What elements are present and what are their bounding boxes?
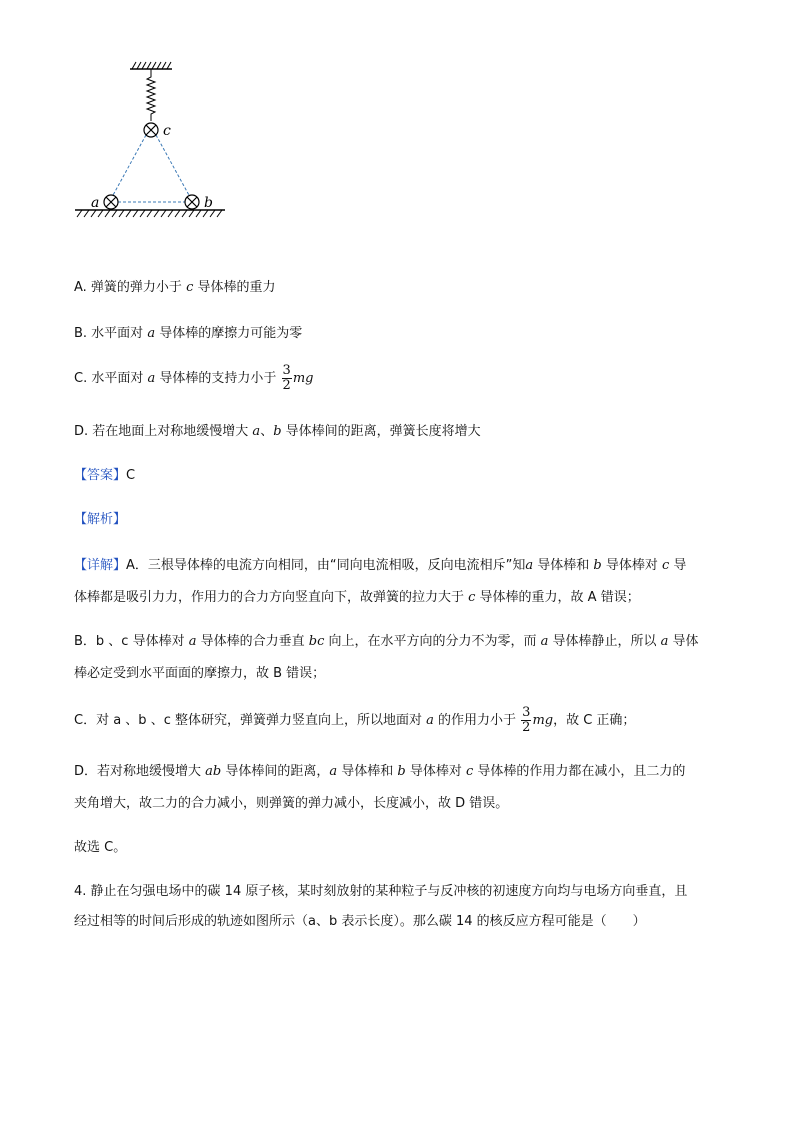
rod-a-symbol bbox=[104, 195, 118, 209]
question4-line-2: 经过相等的时间后形成的轨迹如图所示（a、b 表示长度）。那么碳 14 的核反应方程可能是（ ） bbox=[74, 914, 646, 929]
answer-line: 【答案】C bbox=[74, 468, 136, 483]
option-c: C. 水平面对 a 导体棒的支持力小于 $\frac{3}{2}$ mg bbox=[74, 363, 314, 393]
detail-line-6: D．若对称地缓慢增大 ab 导体棒间的距离，a 导体棒和 b 导体棒对 c 导体棒的作用力都在减小，且二力的 bbox=[74, 764, 686, 779]
question4-line-1: 4. 静止在匀强电场中的碳 14 原子核，某时刻放射的某种粒子与反冲核的初速度方向均与电场方向垂直，且 bbox=[74, 884, 688, 899]
spring bbox=[147, 69, 155, 121]
detail-line-5: C．对 a 、b 、c 整体研究，弹簧弹力竖直向上，所以地面对 a 的作用力小于 $\frac{3}{2}$ mg，故 C 正确； bbox=[74, 705, 636, 735]
analysis-label: 【解析】 bbox=[74, 512, 127, 527]
detail-line-7: 夹角增大，故二力的合力减小，则弹簧的弹力减小，长度减小，故 D 错误。 bbox=[74, 796, 509, 811]
option-b: B. 水平面对 a 导体棒的摩擦力可能为零 bbox=[74, 326, 303, 341]
option-d: D. 若在地面上对称地缓慢增大 a、b 导体棒间的距离，弹簧长度将增大 bbox=[74, 424, 481, 439]
label-c: c bbox=[163, 123, 171, 139]
fraction: $\frac{3}{2}$ bbox=[282, 363, 291, 393]
physics-figure bbox=[60, 55, 260, 235]
detail-line-2: 体棒都是吸引力力，作用力的合力方向竖直向下，故弹簧的拉力大于 c 导体棒的重力，故 A 错误； bbox=[74, 590, 640, 605]
option-a: A. 弹簧的弹力小于 c 导体棒的重力 bbox=[74, 280, 276, 295]
label-a: a bbox=[91, 195, 100, 211]
rod-c-symbol bbox=[144, 123, 158, 137]
detail-line-8: 故选 C。 bbox=[74, 840, 127, 855]
label-b: b bbox=[204, 195, 213, 211]
detail-line-1: 【详解】A．三根导体棒的电流方向相同，由“同向电流相吸，反向电流相斥”知a 导体棒和 b 导体棒对 c 导 bbox=[74, 558, 687, 573]
fraction: $\frac{3}{2}$ bbox=[522, 705, 531, 735]
rod-b-symbol bbox=[185, 195, 199, 209]
detail-line-3: B．b 、c 导体棒对 a 导体棒的合力垂直 bc 向上，在水平方向的分力不为零，而 a 导体棒静止，所以 a 导体 bbox=[74, 634, 699, 649]
detail-line-4: 棒必定受到水平面面的摩擦力，故 B 错误； bbox=[74, 666, 326, 681]
